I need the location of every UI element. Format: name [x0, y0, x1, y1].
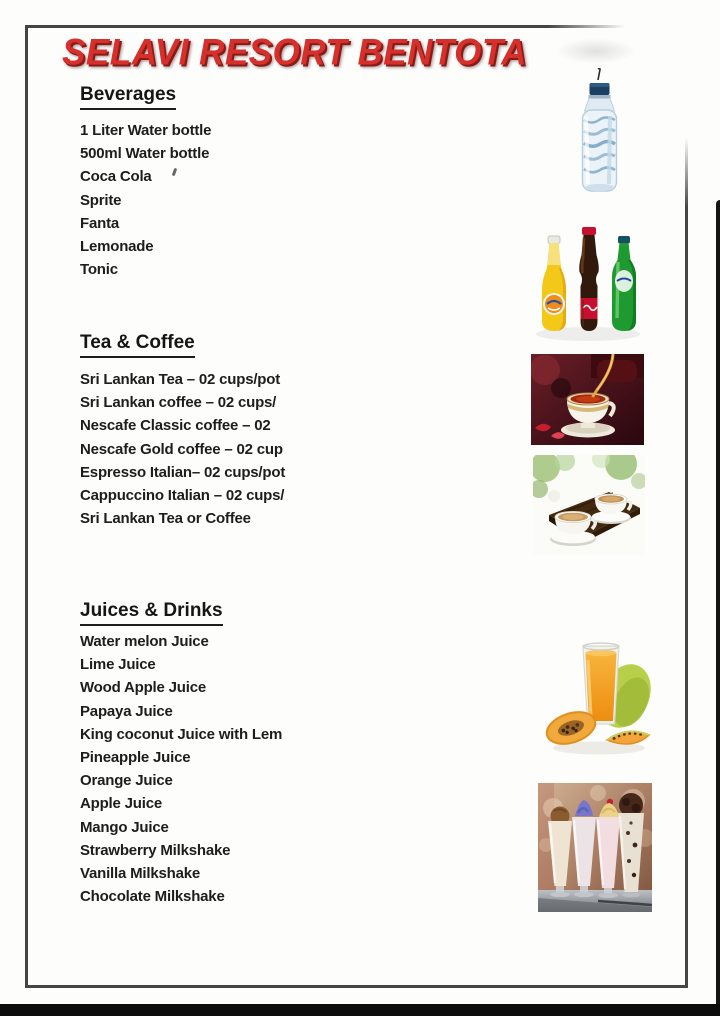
menu-item: Lime Juice — [80, 656, 156, 674]
menu-item: Sri Lankan coffee – 02 cups/ — [80, 394, 277, 412]
menu-item: Water melon Juice — [80, 633, 209, 650]
soda-bottles-photo — [528, 210, 654, 343]
section-tea-coffee — [80, 331, 510, 530]
milkshakes-photo — [538, 783, 652, 912]
menu-item: Strawberry Milkshake — [80, 841, 231, 859]
menu-item: Sprite — [80, 191, 122, 209]
menu-item: Fanta — [80, 214, 120, 232]
frame-fade-artifact — [680, 23, 690, 208]
tea-pouring-cup-photo — [531, 354, 644, 445]
section-heading-juices-drinks: Juices & Drinks — [80, 599, 223, 626]
section-heading-beverages: Beverages — [80, 83, 176, 110]
menu-item: Papaya Juice — [80, 702, 173, 720]
menu-item: Apple Juice — [80, 795, 162, 813]
menu-item: Pineapple Juice — [80, 749, 191, 767]
menu-item: Orange Juice — [80, 772, 173, 790]
menu-item: Wood Apple Juice — [80, 679, 206, 697]
menu-item: Lemonade — [80, 238, 154, 256]
photo-edge-bottom — [0, 1004, 720, 1016]
frame-fade-artifact — [548, 23, 688, 31]
water-bottle-illustration — [552, 68, 647, 200]
smudge-mark — [556, 38, 636, 64]
water-bottle-photo — [552, 68, 647, 200]
menu-item: Nescafe Gold coffee – 02 cup — [80, 440, 283, 458]
section-juices-drinks — [80, 599, 510, 908]
tea-pouring-illustration — [531, 354, 644, 445]
menu-item: Chocolate Milkshake — [80, 888, 225, 906]
section-beverages — [80, 83, 510, 281]
page-title: SELAVI RESORT BENTOTA — [62, 32, 527, 73]
beverages-list — [80, 119, 510, 281]
milkshakes-illustration — [538, 783, 652, 912]
menu-item: Tonic — [80, 261, 118, 279]
menu-item: 1 Liter Water bottle — [80, 122, 212, 139]
menu-item: 500ml Water bottle — [80, 145, 210, 163]
menu-item: Cappuccino Italian – 02 cups/ — [80, 487, 285, 505]
soda-bottles-illustration — [528, 210, 654, 343]
menu-item: Sri Lankan Tea – 02 cups/pot — [80, 371, 281, 388]
tea-coffee-list — [80, 368, 510, 530]
juices-drinks-list — [80, 630, 510, 908]
menu-item: Sri Lankan Tea or Coffee — [80, 510, 251, 528]
menu-item: Nescafe Classic coffee – 02 — [80, 417, 271, 435]
menu-item: Coca Cola — [80, 168, 152, 186]
menu-item: Vanilla Milkshake — [80, 865, 200, 883]
photo-edge-right — [716, 200, 720, 1016]
milk-tea-cups-illustration — [533, 455, 645, 555]
menu-item: Mango Juice — [80, 818, 169, 836]
papaya-juice-illustration — [541, 636, 658, 757]
papaya-juice-photo — [541, 636, 658, 757]
menu-item: Espresso Italian– 02 cups/pot — [80, 463, 286, 481]
section-heading-tea-coffee: Tea & Coffee — [80, 331, 195, 358]
menu-item: King coconut Juice with Lem — [80, 725, 283, 743]
milk-tea-cups-photo — [533, 455, 645, 555]
